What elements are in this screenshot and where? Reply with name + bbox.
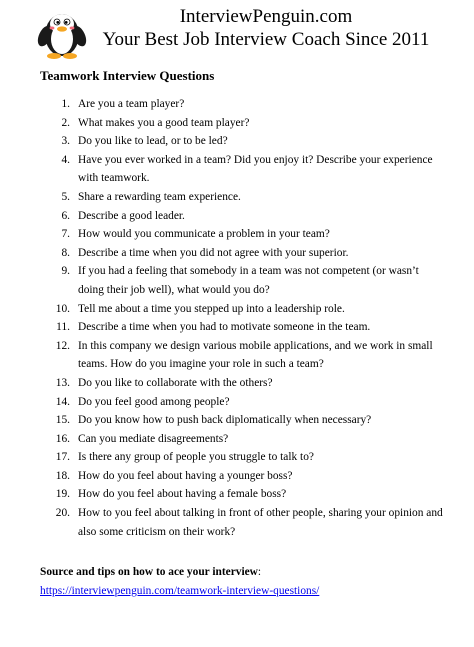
question-text: Can you mediate disagreements? bbox=[78, 432, 229, 445]
question-text: Share a rewarding team experience. bbox=[78, 190, 241, 203]
question-text: Do you know how to push back diplomatically when necessary? bbox=[78, 414, 372, 427]
section-title: Teamwork Interview Questions bbox=[40, 68, 215, 83]
site-title: InterviewPenguin.com bbox=[179, 6, 353, 27]
list-item bbox=[40, 467, 445, 486]
item-number: 13. bbox=[55, 376, 70, 389]
item-number: 4. bbox=[61, 153, 70, 166]
question-text: Describe a good leader. bbox=[78, 209, 185, 222]
item-number: 14. bbox=[55, 395, 70, 408]
question-text: How do you feel about having a female boss? bbox=[78, 488, 287, 501]
source-link[interactable]: https://interviewpenguin.com/teamwork-interview-questions/ bbox=[40, 584, 320, 597]
item-number: 11. bbox=[56, 321, 70, 334]
item-number: 16. bbox=[55, 432, 70, 445]
question-text: How do you feel about having a younger boss? bbox=[78, 469, 293, 482]
list-item bbox=[40, 448, 445, 467]
list-item bbox=[40, 114, 445, 133]
questions-list bbox=[40, 95, 445, 541]
item-number: 1. bbox=[61, 98, 70, 110]
list-item bbox=[40, 132, 445, 151]
question-text: What makes you a good team player? bbox=[78, 116, 250, 129]
item-number: 6. bbox=[61, 209, 70, 222]
page-header bbox=[0, 2, 474, 64]
list-item bbox=[40, 485, 445, 504]
site-tagline: Your Best Job Interview Coach Since 2011 bbox=[102, 29, 430, 50]
item-number: 5. bbox=[61, 190, 70, 203]
list-item bbox=[40, 411, 445, 430]
question-text: Describe a time when you had to motivate someone in the team. bbox=[78, 321, 371, 334]
item-number: 15. bbox=[55, 414, 70, 427]
item-number: 12. bbox=[55, 339, 70, 352]
question-text: Tell me about a time you stepped up into a leadership role. bbox=[78, 302, 345, 315]
question-text: If you had a feeling that somebody in a team was not competent (or wasn’t doing their job well), what would you do? bbox=[78, 265, 419, 296]
item-number: 19. bbox=[55, 488, 70, 501]
item-number: 10. bbox=[55, 302, 70, 315]
list-item bbox=[40, 393, 445, 412]
list-item bbox=[40, 504, 445, 541]
question-text: How to you feel about talking in front of other people, sharing your opinion and also some criticism on their work? bbox=[78, 507, 443, 538]
question-text: Have you ever worked in a team? Did you enjoy it? Describe your experience with teamwork. bbox=[78, 153, 433, 185]
list-item bbox=[40, 430, 445, 449]
list-item bbox=[40, 188, 445, 207]
item-number: 2. bbox=[61, 116, 70, 129]
list-item bbox=[40, 262, 445, 299]
source-label: Source and tips on how to ace your interview bbox=[40, 566, 258, 578]
question-text: In this company we design various mobile applications, and we work in small teams. How do you imagine your role in such a team? bbox=[78, 339, 433, 371]
source-note bbox=[40, 563, 445, 600]
list-item bbox=[40, 244, 445, 263]
item-number: 18. bbox=[55, 469, 70, 482]
list-item bbox=[40, 300, 445, 319]
question-text: Is there any group of people you struggle to talk to? bbox=[78, 451, 314, 464]
item-number: 7. bbox=[61, 228, 70, 241]
question-text: Do you feel good among people? bbox=[78, 395, 230, 408]
item-number: 9. bbox=[61, 265, 70, 278]
list-item bbox=[40, 207, 445, 226]
source-separator: : bbox=[257, 566, 262, 578]
item-number: 17. bbox=[55, 451, 70, 464]
item-number: 8. bbox=[61, 246, 70, 259]
list-item bbox=[40, 95, 445, 114]
list-item bbox=[40, 318, 445, 337]
question-text: How would you communicate a problem in your team? bbox=[78, 228, 330, 241]
question-text: Do you like to lead, or to be led? bbox=[78, 135, 228, 148]
item-number: 3. bbox=[61, 135, 70, 148]
question-text: Are you a team player? bbox=[78, 98, 185, 110]
list-item bbox=[40, 151, 445, 188]
question-text: Do you like to collaborate with the others? bbox=[78, 376, 273, 389]
item-number: 20. bbox=[55, 507, 70, 520]
penguin-logo-icon bbox=[36, 4, 88, 60]
list-item bbox=[40, 225, 445, 244]
list-item bbox=[40, 374, 445, 393]
list-item bbox=[40, 337, 445, 374]
question-text: Describe a time when you did not agree with your superior. bbox=[78, 246, 349, 259]
